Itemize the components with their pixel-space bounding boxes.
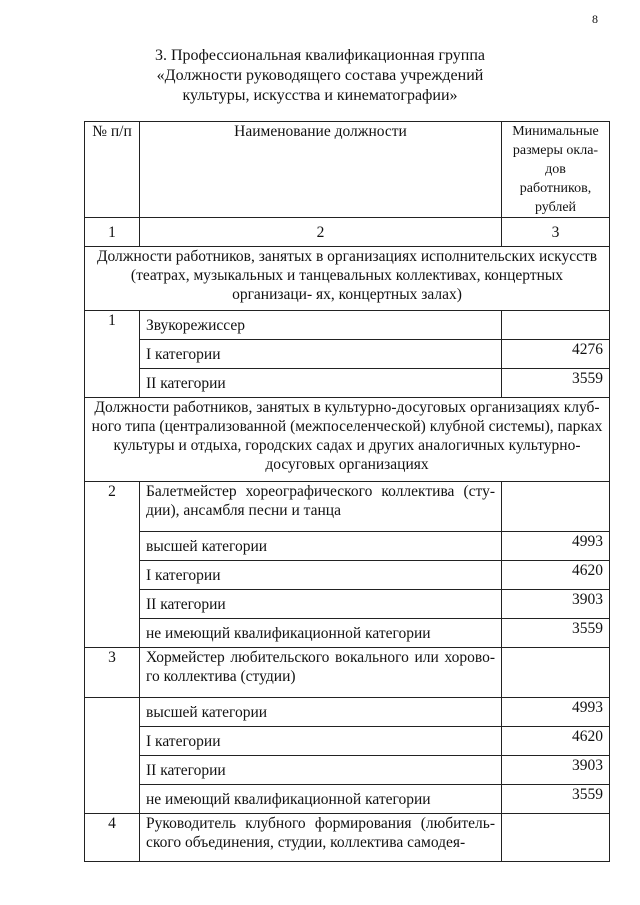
table-row xyxy=(85,814,610,862)
category-label: II категории xyxy=(140,369,502,398)
table-row xyxy=(85,619,610,648)
position-title: Балетмейстер хореографического коллектива (сту- дии), ансамбля песни и танца xyxy=(140,482,502,532)
category-label: высшей категории xyxy=(140,698,502,727)
section-title xyxy=(80,46,560,106)
table-row xyxy=(85,590,610,619)
col-number-1: 1 xyxy=(85,218,140,247)
table-row xyxy=(85,698,610,727)
salary-value xyxy=(502,814,610,862)
position-title: Звукорежиссер xyxy=(140,311,502,340)
salary-value xyxy=(502,311,610,340)
table-row xyxy=(85,561,610,590)
salary-value xyxy=(502,482,610,532)
table-row xyxy=(85,756,610,785)
category-label: высшей категории xyxy=(140,532,502,561)
table-row xyxy=(85,532,610,561)
salary-value: 4276 xyxy=(502,340,610,369)
table-row xyxy=(85,648,610,698)
section-heading-1: Должности работников, занятых в организациях исполнительских искусств (театрах, музыкальных и танцевальных коллективах, концертных организаци- ях, концертных залах) xyxy=(85,247,610,311)
category-label: II категории xyxy=(140,590,502,619)
col-number-2: 2 xyxy=(140,218,502,247)
table-row xyxy=(85,340,610,369)
category-label: II категории xyxy=(140,756,502,785)
salary-value: 4993 xyxy=(502,532,610,561)
salary-value xyxy=(502,648,610,698)
salary-value: 4620 xyxy=(502,561,610,590)
page-number: 8 xyxy=(592,12,598,26)
header-salary: Минимальные размеры окла- дов работников, рублей xyxy=(502,122,610,218)
title-line-2: «Должности руководящего состава учреждений xyxy=(156,67,484,84)
salary-table xyxy=(84,121,610,862)
salary-value: 3903 xyxy=(502,756,610,785)
table-row xyxy=(85,482,610,532)
salary-value: 3559 xyxy=(502,619,610,648)
item-number: 1 xyxy=(85,311,140,398)
position-title: Хормейстер любительского вокального или хорово- го коллектива (студии) xyxy=(140,648,502,698)
title-line-1: 3. Профессиональная квалификационная группа xyxy=(154,47,486,64)
category-label: I категории xyxy=(140,727,502,756)
salary-value: 4993 xyxy=(502,698,610,727)
category-label: не имеющий квалификационной категории xyxy=(140,619,502,648)
column-number-row xyxy=(85,218,610,247)
header-name: Наименование должности xyxy=(140,122,502,218)
salary-value: 3559 xyxy=(502,369,610,398)
item-number: 4 xyxy=(85,814,140,862)
section-row xyxy=(85,247,610,311)
position-title: Руководитель клубного формирования (любитель- ского объединения, студии, коллектива самодея- xyxy=(140,814,502,862)
table-row xyxy=(85,369,610,398)
col-number-3: 3 xyxy=(502,218,610,247)
section-heading-2: Должности работников, занятых в культурно-досуговых организациях клуб- ного типа (централизованной (межпоселенческой) клубной системы), парках культуры и отдыха, городских садах и других аналогичных культурно- досуговых организациях xyxy=(85,398,610,482)
salary-value: 3559 xyxy=(502,785,610,814)
salary-value: 3903 xyxy=(502,590,610,619)
table-row xyxy=(85,727,610,756)
table-row xyxy=(85,785,610,814)
section-row xyxy=(85,398,610,482)
table-row xyxy=(85,311,610,340)
category-label: не имеющий квалификационной категории xyxy=(140,785,502,814)
title-line-3: культуры, искусства и кинематографии» xyxy=(182,87,458,104)
header-row xyxy=(85,122,610,218)
header-num: № п/п xyxy=(85,122,140,218)
item-number: 3 xyxy=(85,648,140,698)
item-number: 2 xyxy=(85,482,140,648)
category-label: I категории xyxy=(140,561,502,590)
category-label: I категории xyxy=(140,340,502,369)
item-number-empty xyxy=(85,698,140,814)
salary-value: 4620 xyxy=(502,727,610,756)
